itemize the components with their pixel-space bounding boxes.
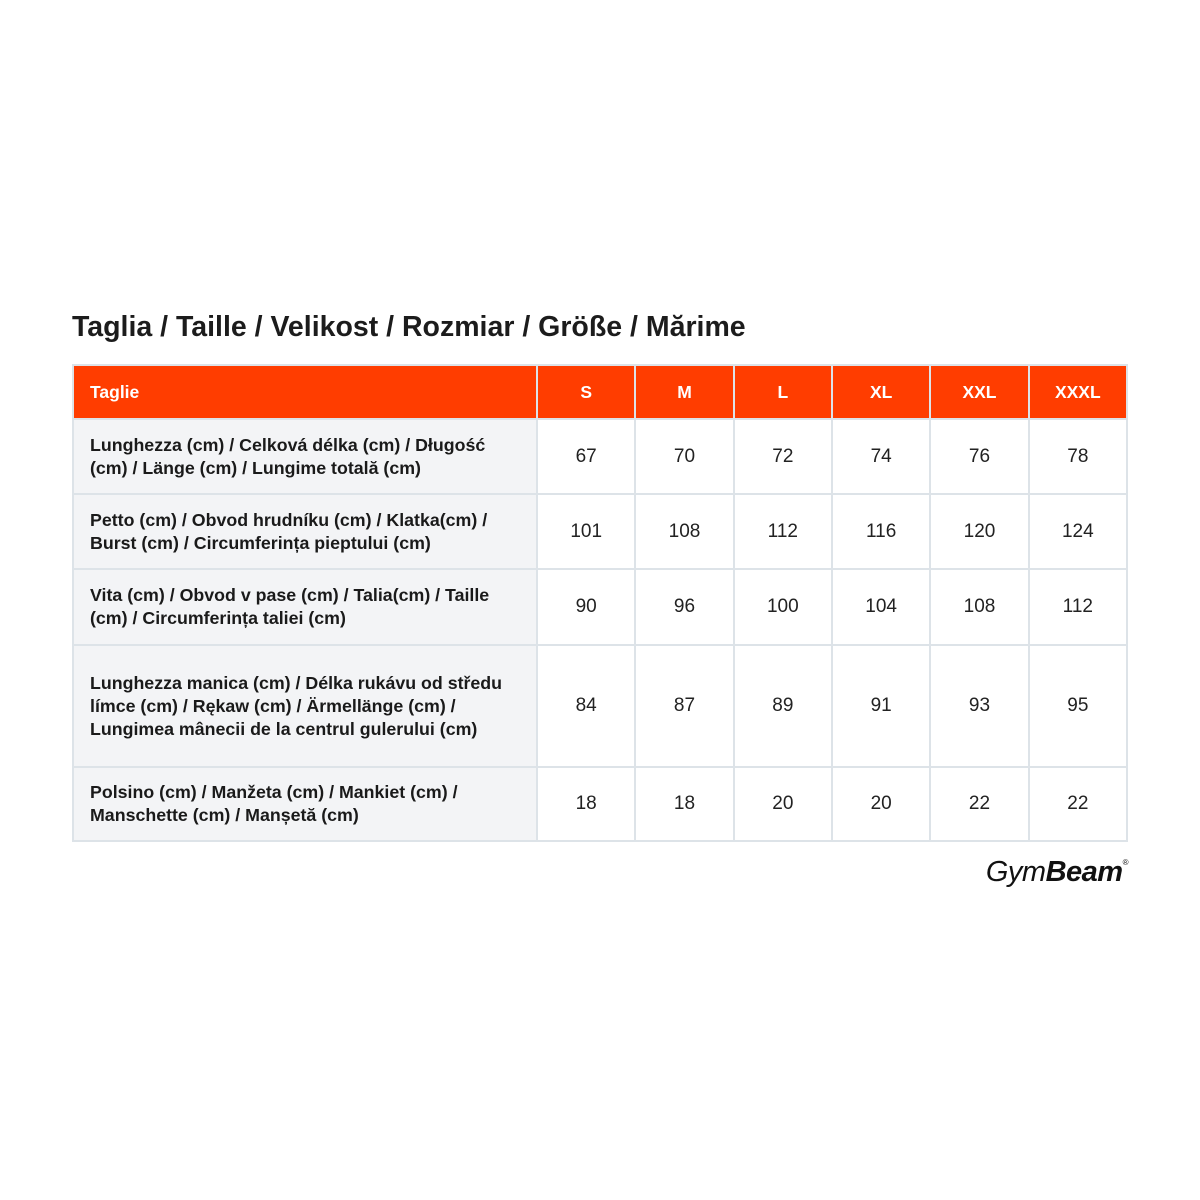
table-cell: 116 xyxy=(833,493,929,568)
table-cell: 20 xyxy=(833,766,929,840)
table-cell: 91 xyxy=(833,644,929,766)
table-cell: 104 xyxy=(833,568,929,644)
table-cell: 22 xyxy=(1030,766,1126,840)
table-cell: 108 xyxy=(636,493,732,568)
row-label: Petto (cm) / Obvod hrudníku (cm) / Klatka(cm) / Burst (cm) / Circumferința pieptului (cm) xyxy=(74,493,536,568)
table-row xyxy=(74,766,1126,840)
table-cell: 89 xyxy=(735,644,831,766)
header-size-l: L xyxy=(735,366,831,418)
table-cell: 101 xyxy=(538,493,634,568)
table-cell: 22 xyxy=(931,766,1027,840)
table-cell: 87 xyxy=(636,644,732,766)
table-cell: 20 xyxy=(735,766,831,840)
row-label: Lunghezza (cm) / Celková délka (cm) / Długość (cm) / Länge (cm) / Lungime totală (cm) xyxy=(74,418,536,493)
page-title: Taglia / Taille / Velikost / Rozmiar / Größe / Mărime xyxy=(72,311,746,343)
table-cell: 67 xyxy=(538,418,634,493)
table-cell: 72 xyxy=(735,418,831,493)
row-label: Lunghezza manica (cm) / Délka rukávu od středu límce (cm) / Rękaw (cm) / Ärmellänge (cm) / Lungimea mânecii de la centrul gulerului (cm) xyxy=(74,644,536,766)
header-size-xl: XL xyxy=(833,366,929,418)
table-cell: 95 xyxy=(1030,644,1126,766)
row-label: Polsino (cm) / Manžeta (cm) / Mankiet (cm) / Manschette (cm) / Manșetă (cm) xyxy=(74,766,536,840)
table-cell: 120 xyxy=(931,493,1027,568)
table-row xyxy=(74,493,1126,568)
header-size-m: M xyxy=(636,366,732,418)
table-cell: 18 xyxy=(538,766,634,840)
table-row xyxy=(74,418,1126,493)
table-row xyxy=(74,568,1126,644)
table-cell: 90 xyxy=(538,568,634,644)
table-cell: 78 xyxy=(1030,418,1126,493)
header-size-s: S xyxy=(538,366,634,418)
header-label-column: Taglie xyxy=(74,366,536,418)
table-cell: 18 xyxy=(636,766,732,840)
table-cell: 76 xyxy=(931,418,1027,493)
table-row xyxy=(74,644,1126,766)
table-cell: 100 xyxy=(735,568,831,644)
table-cell: 96 xyxy=(636,568,732,644)
table-cell: 112 xyxy=(735,493,831,568)
gymbeam-logo xyxy=(986,856,1128,889)
table-cell: 93 xyxy=(931,644,1027,766)
row-label: Vita (cm) / Obvod v pase (cm) / Talia(cm) / Taille (cm) / Circumferința taliei (cm) xyxy=(74,568,536,644)
table-cell: 74 xyxy=(833,418,929,493)
table-cell: 84 xyxy=(538,644,634,766)
table-cell: 112 xyxy=(1030,568,1126,644)
registered-mark: ® xyxy=(1122,858,1128,867)
table-header-row xyxy=(74,366,1126,418)
table-cell: 108 xyxy=(931,568,1027,644)
table-cell: 70 xyxy=(636,418,732,493)
header-size-xxxl: XXXL xyxy=(1030,366,1126,418)
size-chart-table xyxy=(72,364,1128,842)
logo-text-gym: Gym xyxy=(985,856,1046,888)
table-cell: 124 xyxy=(1030,493,1126,568)
logo-text-beam: Beam xyxy=(1045,856,1123,888)
header-size-xxl: XXL xyxy=(931,366,1027,418)
